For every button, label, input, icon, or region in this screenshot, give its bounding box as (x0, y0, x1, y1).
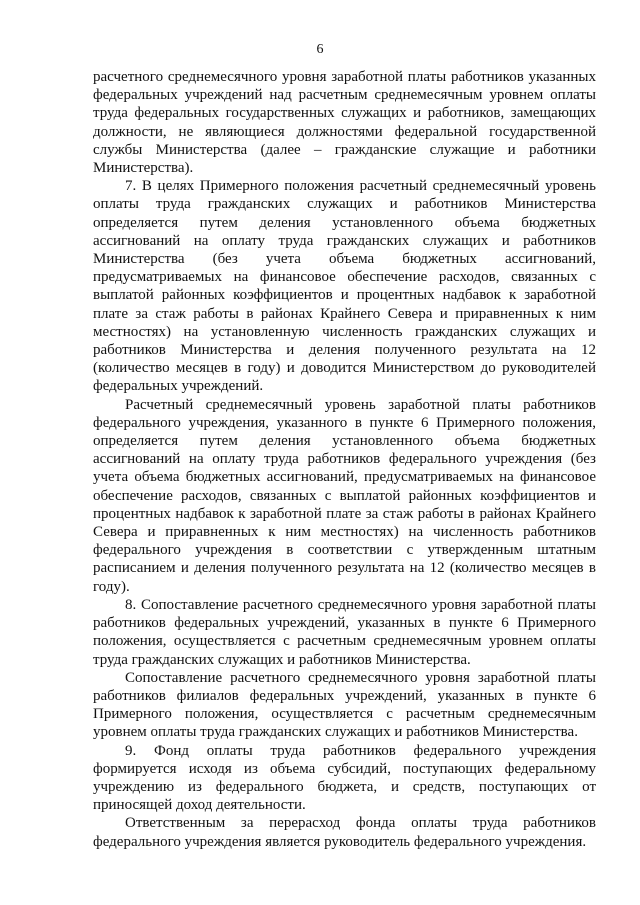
paragraph-branches-comparison: Сопоставление расчетного среднемесячного уровня заработной платы работников филиалов федеральных учреждений, указанных в пункте 6 Примерного положения, осуществляется с расчетным среднемесячным уровнем оплаты труда гражданских служащих и работников Министерства. (93, 669, 596, 741)
page-number: 6 (316, 42, 324, 57)
paragraph-clause-9: 9. Фонд оплаты труда работников федерального учреждения формируется исходя из объема субсидий, поступающих федеральному учреждению из федерального бюджета, и средств, поступающих от приносящей доход деятельности. (93, 742, 596, 814)
paragraph-federal-institution-salary: Расчетный среднемесячный уровень заработной платы работников федерального учреждения, указанного в пункте 6 Примерного положения, определяется путем деления установленного объема бюджетных ассигнований на оплату труда работников федерального учреждения (без учета объема бюджетных ассигнований, предусматриваемых на финансовое обеспечение расходов, связанных с выплатой районных коэффициентов и процентных надбавок к заработной плате за стаж работы в районах Крайнего Севера и приравненных к ним местностях) на численность работников федерального учреждения в соответствии с утвержденным штатным расписанием и деления полученного результата на 12 (количество месяцев в году). (93, 396, 596, 595)
paragraph-clause-8: 8. Сопоставление расчетного среднемесячного уровня заработной платы работников федеральных учреждений, указанных в пункте 6 Примерного положения, осуществляется с расчетным среднемесячным уровнем оплаты труда гражданских служащих и работников Министерства. (93, 596, 596, 668)
paragraph-clause-7: 7. В целях Примерного положения расчетный среднемесячный уровень оплаты труда гражданских служащих и работников Министерства определяется путем деления установленного объема бюджетных ассигнований на оплату труда гражданских служащих и работников Министерства (без учета объема бюджетных ассигнований, предусматриваемых на финансовое обеспечение расходов, связанных с выплатой районных коэффициентов и процентных надбавок к заработной плате за стаж работы в районах Крайнего Севера и приравненных к ним местностях) на установленную численность гражданских служащих и работников Министерства и деления полученного результата на 12 (количество месяцев в году) и доводится Министерством до руководителей федеральных учреждений. (93, 178, 596, 395)
body-text (93, 68, 596, 851)
paragraph-responsibility: Ответственным за перерасход фонда оплаты труда работников федерального учреждения является руководитель федерального учреждения. (93, 815, 596, 850)
paragraph-continuation: расчетного среднемесячного уровня заработной платы работников указанных федеральных учреждений над расчетным среднемесячным уровнем оплаты труда федеральных государственных служащих и работников, замещающих должности, не являющиеся должностями федеральной государственной службы Министерства (далее – гражданские служащие и работники Министерства). (93, 69, 596, 177)
